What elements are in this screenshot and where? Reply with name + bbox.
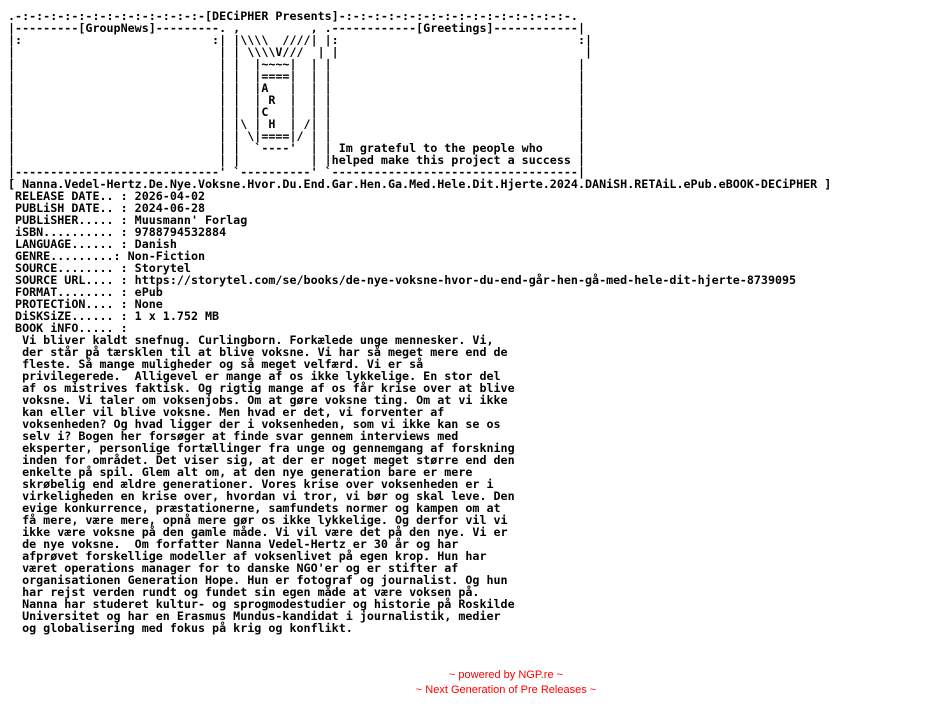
nfo-line: SOURCE URL.... : https://storytel.com/se/books/de-nye-voksne-hvor-du-end-går-hen-gå-med-hele-dit-hjerte-8739095 (8, 273, 797, 287)
nfo-line: | | | \|====|/ | | | (8, 129, 585, 143)
nfo-line: Vi bliver kaldt snefnug. Curlingborn. Forkælede unge mennesker. Vi, (8, 333, 494, 347)
nfo-line: SOURCE........ : Storytel (8, 261, 191, 275)
nfo-line: inden for området. Det viser sig, at der er noget meget større end den (8, 453, 515, 467)
nfo-line: | | | `----' | | Im grateful to the people who | (8, 141, 585, 155)
nfo-line: få mere, være mere, opnå mere gør os ikke lykkelige. Og derfor vil vi (8, 513, 508, 527)
footer (0, 668, 952, 698)
nfo-line: de nye voksne. Om forfatter Nanna Vedel-Hertz er 30 år og har (8, 537, 459, 551)
nfo-line: LANGUAGE...... : Danish (8, 237, 177, 251)
nfo-line: været operations manager for to danske NGO'er og er stifter af (8, 561, 459, 575)
nfo-line: GENRE.........: Non-Fiction (8, 249, 206, 263)
nfo-line: eksperter, personlige fortællinger fra unge og gennemgang af forskning (8, 441, 515, 455)
nfo-line: | | |\ | H | /| | | (8, 117, 585, 131)
nfo-line: evige konkurrence, præstationerne, samfundets normer og kampen om at (8, 501, 501, 515)
nfo-line: PUBLiSHER..... : Muusmann' Forlag (8, 213, 248, 227)
nfo-line: |---------[GroupNews]---------. , , .------------[Greetings]------------| (8, 21, 585, 35)
nfo-line: Nanna har studeret kultur- og sprogmodestudier og historie på Roskilde (8, 597, 515, 611)
nfo-line: BOOK iNFO..... : (8, 321, 128, 335)
nfo-line: har rejst verden rundt og fundet sin egen måde at være voksen på. (8, 585, 480, 599)
nfo-line: |: :| |\\\\ ////| |: :| (8, 33, 593, 47)
nfo-line: Universitet og har en Erasmus Mundus-kandidat i journalistik, medier (8, 609, 501, 623)
nfo-line: | | | | R | | | | (8, 93, 585, 107)
nfo-line: afprøvet forskellige modeller af voksenlivet på egen krop. Hun har (8, 549, 487, 563)
nfo-line: fleste. Så mange muligheder og så meget velfærd. Vi er så (8, 357, 424, 371)
nfo-line: voksenheden? Og hvad ligger der i voksenheden, som vi ikke kan se os (8, 417, 501, 431)
nfo-text (8, 10, 831, 634)
nfo-line: DiSKSiZE...... : 1 x 1.752 MB (8, 309, 220, 323)
nfo-line: og globalisering med fokus på krig og konflikt. (8, 621, 353, 635)
nfo-line: enkelte på spil. Glem alt om, at den nye generation bare er mere (8, 465, 473, 479)
nfo-line: der står på tærsklen til at blive voksne. Vi har så meget mere end de (8, 345, 508, 359)
nfo-line: FORMAT........ : ePub (8, 285, 163, 299)
nfo-line: virkeligheden en krise over, hvordan vi tror, vi bør og skal leve. Den (8, 489, 515, 503)
nfo-line: PROTECTiON.... : None (8, 297, 163, 311)
nfo-line: voksne. Vi taler om voksenjobs. Om at gøre voksne ting. Om at vi ikke (8, 393, 508, 407)
powered-by-link[interactable]: ~ powered by NGP.re ~ (448, 669, 564, 681)
nfo-line: selv i? Bogen her forsøger at finde svar gennem interviews med (8, 429, 459, 443)
nfo-line: kan eller vil blive voksne. Men hvad er det, vi forventer af (8, 405, 445, 419)
nfo-line: ikke være voksne på den gamle måde. Vi vil være det på den nye. Vi er (8, 525, 508, 539)
nfo-line: | | | |~~~~| | | | (8, 57, 585, 71)
nfo-line: | | | \\\\V/// | | | (8, 45, 593, 59)
nfo-line: af os mistrives faktisk. Og rigtig mange af os får krise over at blive (8, 381, 515, 395)
nfo-line: |-----------------------------' `----------' `-----------------------------------| (8, 165, 585, 179)
nfo-line: | | | |A | | | | (8, 81, 585, 95)
nfo-line: privilegerede. Alligevel er mange af os ikke lykkelige. En stor del (8, 369, 501, 383)
nfo-line: [ Nanna.Vedel-Hertz.De.Nye.Voksne.Hvor.Du.End.Gar.Hen.Ga.Med.Hele.Dit.Hjerte.2024.DANiSH.RETAiL.ePub.eBOOK-DECiPHER ] (8, 177, 832, 191)
nfo-line: skrøbelig end ældre generationer. Vores krise over voksenheden er i (8, 477, 494, 491)
nfo-line: .-:-:-:-:-:-:-:-:-:-:-:-:-:-[DECiPHER Presents]-:-:-:-:-:-:-:-:-:-:-:-:-:-:-:-:-. (8, 9, 578, 23)
ngp-tagline-link[interactable]: ~ Next Generation of Pre Releases ~ (415, 684, 597, 696)
nfo-line: PUBLiSH DATE.. : 2024-06-28 (8, 201, 206, 215)
nfo-line: iSBN.......... : 9788794532884 (8, 225, 227, 239)
nfo-line: | | | |C | | | | (8, 105, 585, 119)
nfo-line: organisationen Generation Hope. Hun er fotograf og journalist. Og hun (8, 573, 508, 587)
nfo-line: | | | | |helped make this project a success | (8, 153, 585, 167)
nfo-line: RELEASE DATE.. : 2026-04-02 (8, 189, 206, 203)
nfo-line: | | | |====| | | | (8, 69, 585, 83)
